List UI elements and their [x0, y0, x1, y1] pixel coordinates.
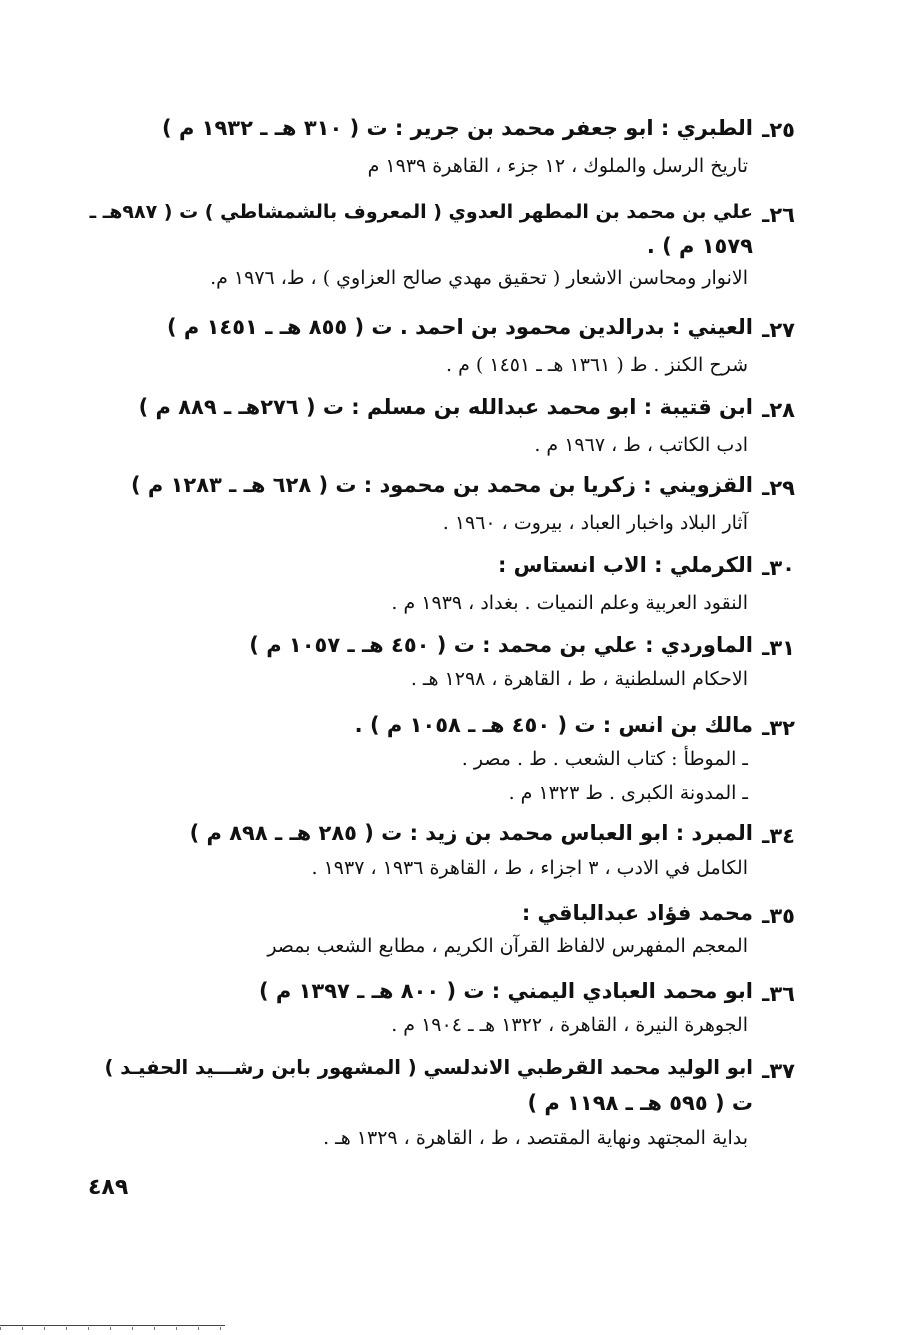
entry-number: ٣١ـ [762, 636, 795, 660]
entry-heading: القزويني : زكريا بن محمد بن محمود : ت ( ٦٢٨ هـ ـ ١٢٨٣ م ) [130, 473, 753, 497]
entry-source: الكامل في الادب ، ٣ اجزاء ، ط ، القاهرة ١٩٣٦ ، ١٩٣٧ . [311, 857, 748, 879]
entry-source: الجوهرة النيرة ، القاهرة ، ١٣٢٢ هـ ـ ١٩٠٤ م . [391, 1014, 748, 1036]
entry-number: ٣٤ـ [762, 824, 795, 848]
entry-source: النقود العربية وعلم النميات . بغداد ، ١٩٣٩ م . [391, 592, 748, 614]
entry-source: ـ الموطأ : كتاب الشعب . ط . مصر . [461, 748, 748, 770]
entry-source: الاحكام السلطنية ، ط ، القاهرة ، ١٢٩٨ هـ . [410, 668, 748, 690]
entry-source: شرح الكنز . ط ( ١٣٦١ هـ ـ ١٤٥١ ) م . [446, 354, 748, 376]
entry-heading: محمد فؤاد عبدالباقي : [521, 901, 753, 925]
entry-heading-continued: ت ( ٥٩٥ هـ ـ ١١٩٨ م ) [527, 1091, 753, 1115]
entry-number: ٣٠ـ [762, 556, 795, 580]
entry-heading: ابو الوليد محمد القرطبي الاندلسي ( المشهور بابن رشـــيد الحفيـد ) [104, 1056, 753, 1079]
entry-number: ٣٢ـ [762, 716, 795, 740]
entry-heading-continued: ١٥٧٩ م ) . [646, 234, 753, 258]
entry-number: ٣٥ـ [762, 904, 795, 928]
entry-source: الانوار ومحاسن الاشعار ( تحقيق مهدي صالح العزاوي ) ، ط، ١٩٧٦ م. [210, 267, 748, 289]
entry-heading: المبرد : ابو العباس محمد بن زيد : ت ( ٢٨٥ هـ ـ ٨٩٨ م ) [189, 821, 753, 845]
entry-number: ٢٩ـ [762, 476, 795, 500]
entry-source: المعجم المفهرس لالفاظ القرآن الكريم ، مطابع الشعب بمصر [267, 935, 748, 957]
entry-heading: مالك بن انس : ت ( ٤٥٠ هـ ـ ١٠٥٨ م ) . [354, 713, 753, 737]
entry-source: بداية المجتهد ونهاية المقتصد ، ط ، القاهرة ، ١٣٢٩ هـ . [323, 1127, 748, 1149]
bottom-rule [0, 1325, 225, 1326]
entry-source: ـ المدونة الكبرى . ط ١٣٢٣ م . [508, 782, 748, 804]
entry-heading: العيني : بدرالدين محمود بن احمد . ت ( ٨٥٥ هـ ـ ١٤٥١ م ) [166, 315, 753, 339]
entry-heading: ابن قتيبة : ابو محمد عبدالله بن مسلم : ت ( ٢٧٦هـ ـ ٨٨٩ م ) [138, 395, 753, 419]
entry-heading: ابو محمد العبادي اليمني : ت ( ٨٠٠ هـ ـ ١٣٩٧ م ) [258, 979, 753, 1003]
entry-number: ٢٧ـ [762, 318, 795, 342]
entry-heading: الطبري : ابو جعفر محمد بن جرير : ت ( ٣١٠ هـ ـ ١٩٣٢ م ) [162, 116, 753, 140]
page-number: ٤٨٩ [88, 1175, 129, 1200]
entry-source: تاريخ الرسل والملوك ، ١٢ جزء ، القاهرة ١٩٣٩ م [367, 155, 748, 177]
entry-number: ٢٦ـ [762, 203, 795, 227]
entry-heading: الكرملي : الاب انستاس : [497, 553, 753, 577]
entry-source: آثار البلاد واخبار العباد ، بيروت ، ١٩٦٠ . [442, 512, 748, 534]
entry-source: ادب الكاتب ، ط ، ١٩٦٧ م . [534, 434, 748, 456]
bottom-rule-ticks [0, 1327, 225, 1330]
entry-number: ٢٨ـ [762, 398, 795, 422]
entry-heading: الماوردي : علي بن محمد : ت ( ٤٥٠ هـ ـ ١٠٥٧ م ) [249, 633, 753, 657]
entry-number: ٣٧ـ [762, 1059, 795, 1083]
entry-number: ٣٦ـ [762, 982, 795, 1006]
entry-number: ٢٥ـ [762, 118, 795, 142]
entry-heading: علي بن محمد بن المطهر العدوي ( المعروف بالشمشاطي ) ت ( ٩٨٧هـ ـ [89, 201, 753, 223]
